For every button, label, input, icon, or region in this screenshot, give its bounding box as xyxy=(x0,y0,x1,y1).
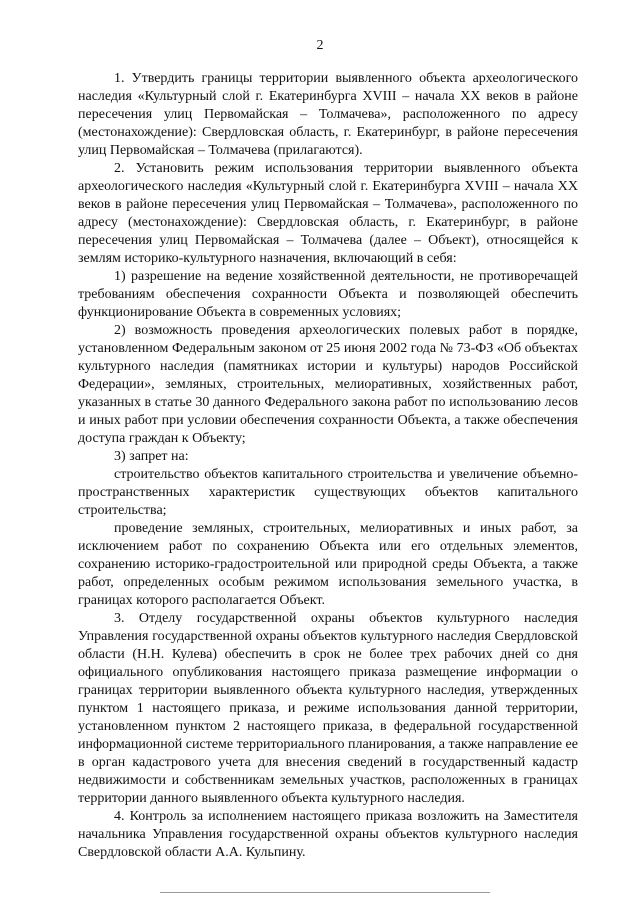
paragraph-subitem-2: 2) возможность проведения археологических полевых работ в порядке, установленном Федеральным законом от 25 июня 2002 года № 73-ФЗ «Об объектах культурного наследия (памятниках истории и культуры) народов Российской Федерации», земляных, строительных, мелиоративных, хозяйственных работ, указанных в статье 30 данного Федерального закона работ по использованию лесов и иных работ при условии обеспечения сохранности Объекта, а также обеспечения доступа граждан к Объекту; xyxy=(78,323,578,446)
footer-divider xyxy=(160,892,490,893)
paragraph-subitem-1: 1) разрешение на ведение хозяйственной деятельности, не противоречащей требованиям обеспечения сохранности Объекта и позволяющей обеспечить функционирование Объекта в современных условиях; xyxy=(78,269,578,320)
page-number: 2 xyxy=(316,38,324,53)
paragraph-subitem-3: 3) запрет на: xyxy=(114,449,189,464)
paragraph-prohibition-2: проведение земляных, строительных, мелиоративных и иных работ, за исключением работ по сохранению Объекта или его отдельных элементов, сохранению историко-градостроительной или природной среды Объекта, а также работ, определенных особым режимом использования земельного участка, в границах которого располагается Объект. xyxy=(78,521,578,608)
paragraph-item-3: 3. Отделу государственной охраны объектов культурного наследия Управления государственной охраны объектов культурного наследия Свердловской области (Н.Н. Кулева) обеспечить в срок не более трех рабочих дней со дня официального опубликования настоящего приказа размещение информации о границах территории выявленного объекта культурного наследия, утвержденных пунктом 1 настоящего приказа, и режиме использования данной территории, установленном пунктом 2 настоящего приказа, в федеральной государственной информационной системе территориального планирования, а также направление ее в орган кадастрового учета для внесения сведений в государственный кадастр недвижимости и собственникам земельных участков, расположенных в границах территории данного выявленного объекта культурного наследия. xyxy=(78,611,578,806)
paragraph-item-1: 1. Утвердить границы территории выявленного объекта археологического наследия «Культурный слой г. Екатеринбурга XVIII – начала XX веков в районе пересечения улиц Первомайская – Толмачева», расположенного по адресу (местонахождение): Свердловская область, г. Екатеринбург, в районе пересечения улиц Первомайская – Толмачева (прилагаются). xyxy=(78,71,578,158)
paragraph-item-2: 2. Установить режим использования территории выявленного объекта археологического наследия «Культурный слой г. Екатеринбурга XVIII – начала XX веков в районе пересечения улиц Первомайская – Толмачева», расположенного по адресу (местонахождение): Свердловская область, г. Екатеринбург, в районе пересечения улиц Первомайская – Толмачева (далее – Объект), относящейся к землям историко-культурного назначения, включающий в себя: xyxy=(78,161,578,266)
paragraph-prohibition-1: строительство объектов капитального строительства и увеличение объемно-пространственных характеристик существующих объектов капитального строительства; xyxy=(78,467,578,518)
paragraph-item-4: 4. Контроль за исполнением настоящего приказа возложить на Заместителя начальника Управления государственной охраны объектов культурного наследия Свердловской области А.А. Кульпину. xyxy=(78,809,578,860)
document-body xyxy=(78,70,578,862)
